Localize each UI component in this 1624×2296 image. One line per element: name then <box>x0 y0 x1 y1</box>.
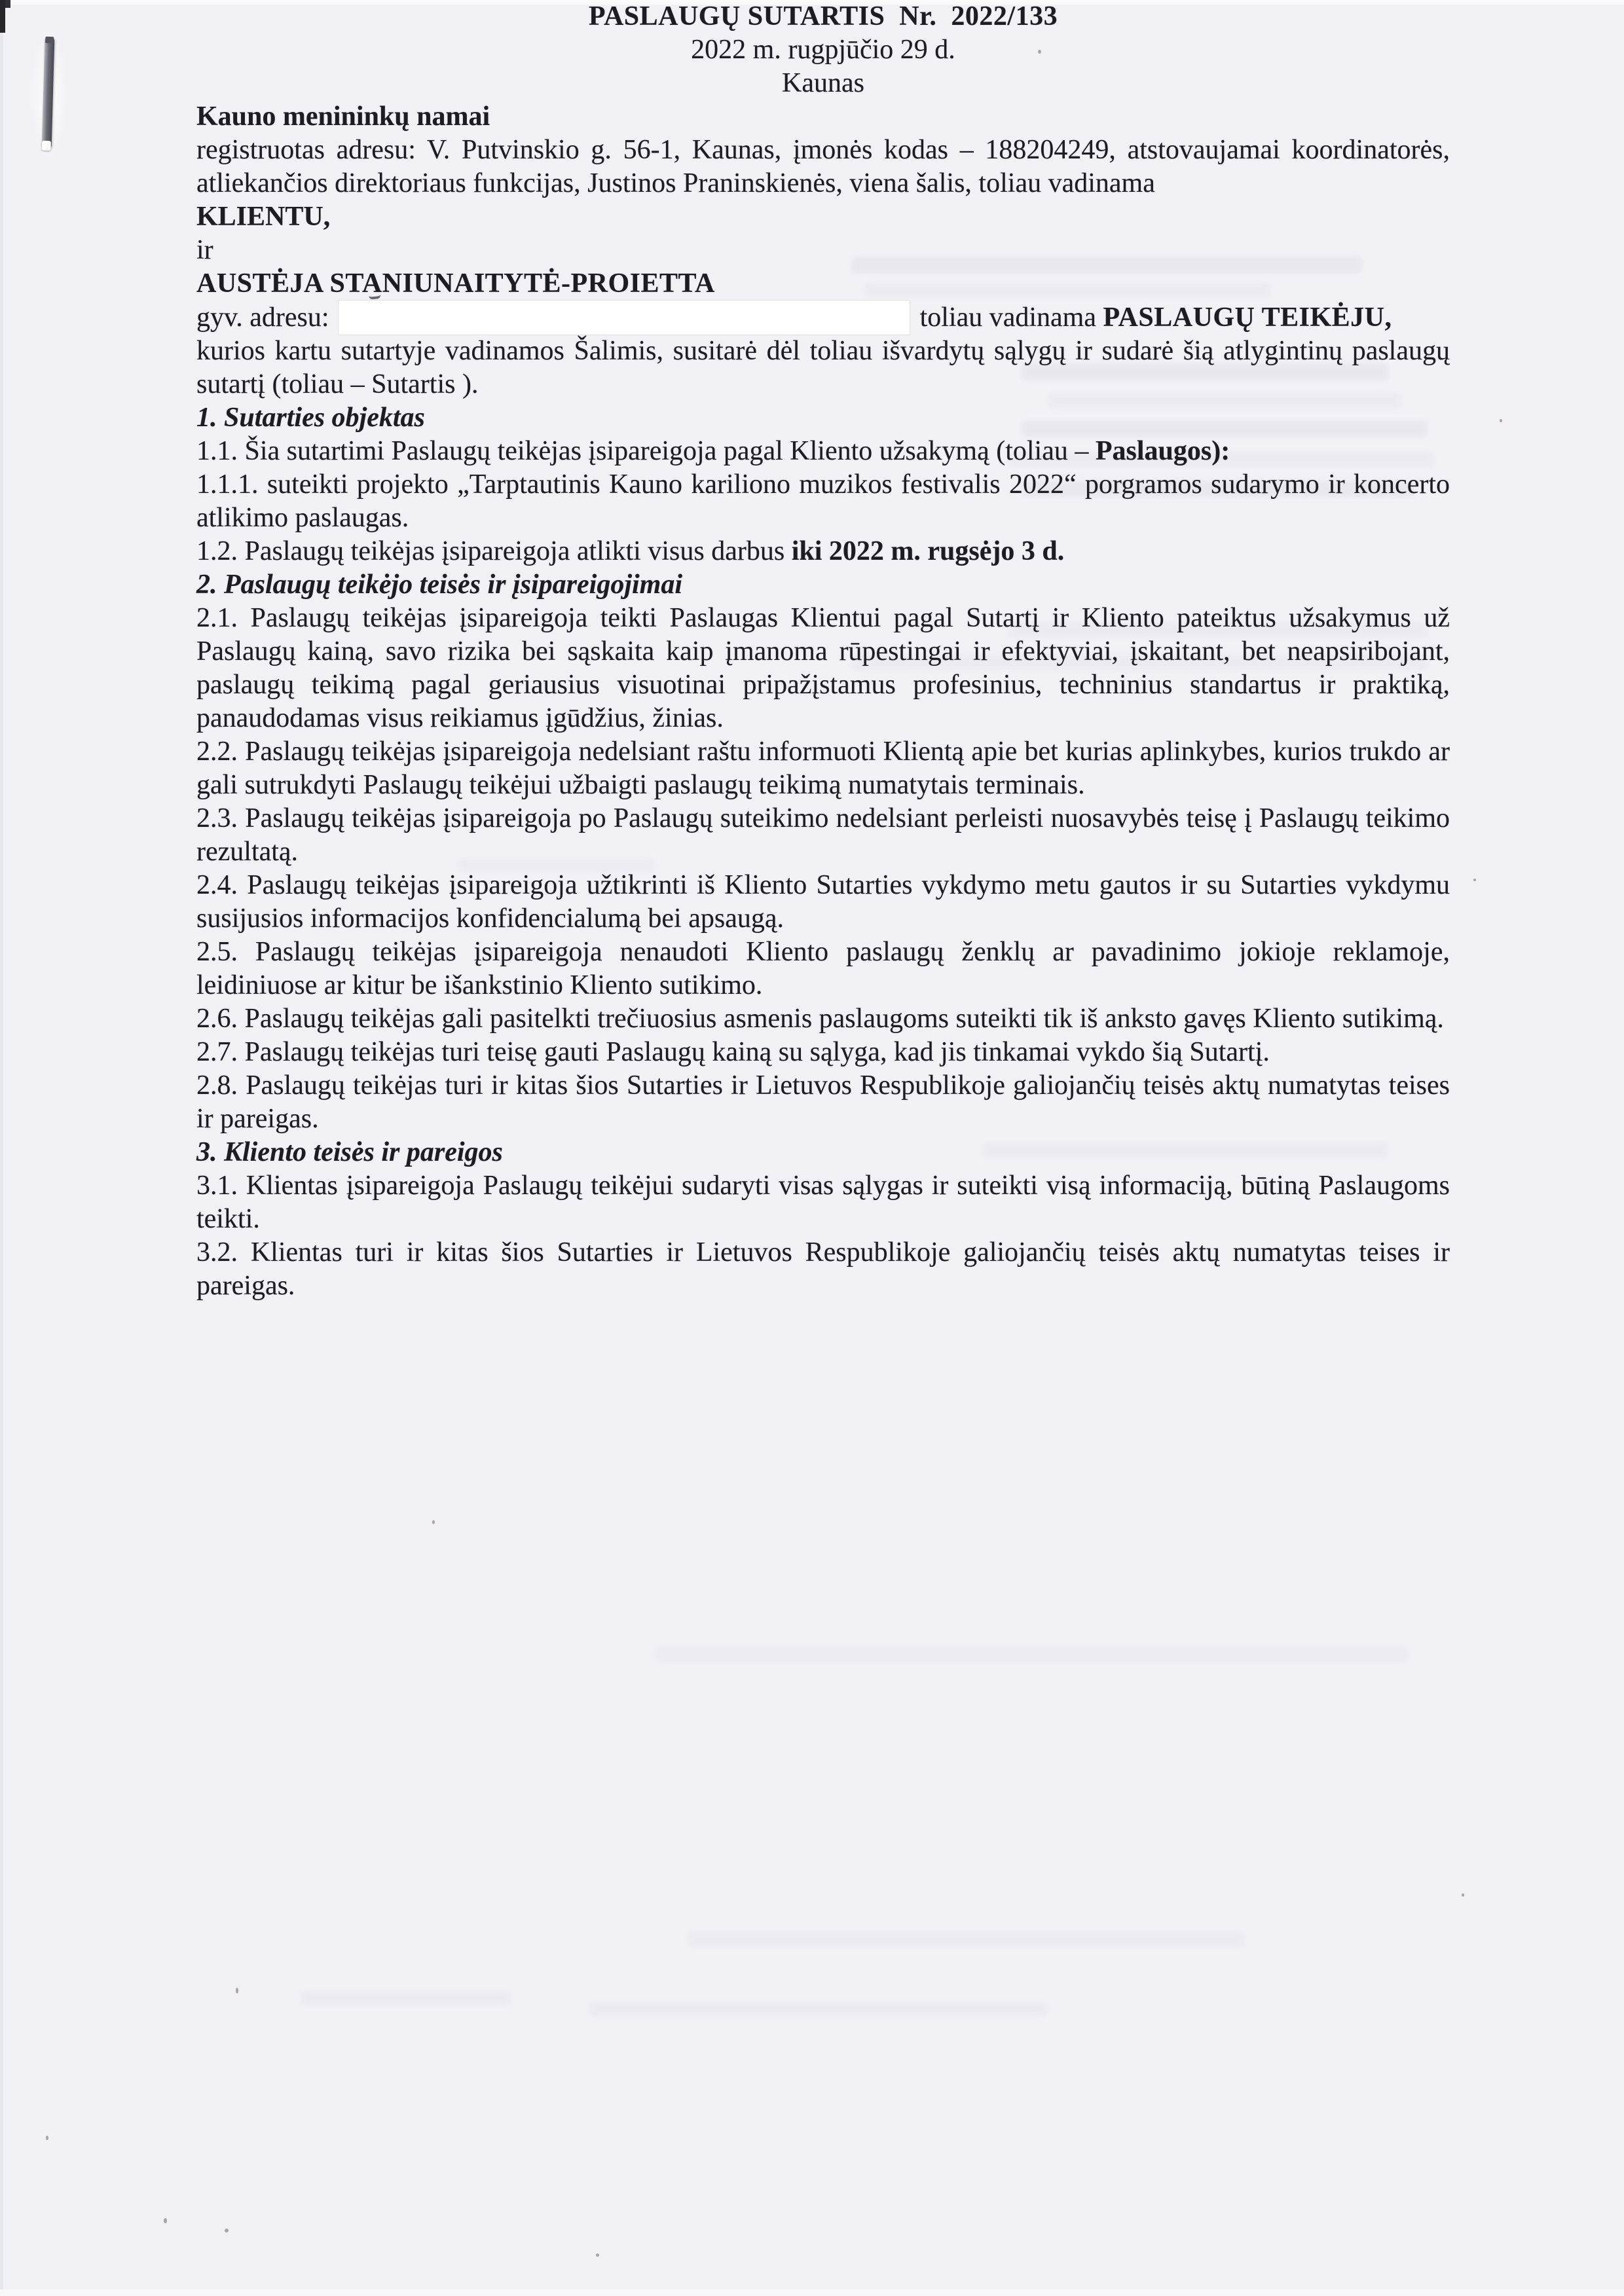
contract-title: PASLAUGŲ SUTARTIS Nr. 2022/133 <box>588 1 1058 31</box>
provider-address-line <box>196 301 1450 335</box>
contract-date: 2022 m. rugpjūčio 29 d. <box>691 35 955 65</box>
bleed-through <box>301 1992 511 2005</box>
clause-text: 1.1. Šia sutartimi Paslaugų teikėjas įsipareigoja pagal Kliento užsakymą (toliau – <box>196 436 1096 466</box>
dust-speck <box>1462 1893 1464 1897</box>
clause <box>196 535 1450 568</box>
dust-speck <box>1500 419 1502 422</box>
clause-text: 2.4. Paslaugų teikėjas įsipareigoja užtikrinti iš Kliento Sutarties vykdymo metu gautos ir su Sutarties vykdymu susijusios informacijos konfidencialumą bei apsaugą. <box>196 870 1450 934</box>
clause <box>196 1036 1450 1069</box>
scan-edge-bottom <box>0 2289 1624 2296</box>
clause <box>196 468 1450 535</box>
clause-text: 3.2. Klientas turi ir kitas šios Sutarties ir Lietuvos Respublikoje galiojančių teisės aktų numatytas teises ir pareigas. <box>196 1237 1450 1301</box>
stray-pen-mark <box>368 289 380 300</box>
dust-speck <box>236 1988 238 1994</box>
contract-place: Kaunas <box>782 68 864 98</box>
clause-text: 2.8. Paslaugų teikėjas turi ir kitas šios Sutarties ir Lietuvos Respublikoje galiojančių teisės aktų numatytas teises ir pareigas. <box>196 1070 1450 1134</box>
clause <box>196 1069 1450 1136</box>
clause <box>196 735 1450 802</box>
clause-text: 2.6. Paslaugų teikėjas gali pasitelkti trečiuosius asmenis paslaugoms suteikti tik iš anksto gavęs Kliento sutikimą. <box>196 1004 1444 1034</box>
provider-designation: PASLAUGŲ TEIKĖJU, <box>1103 302 1392 333</box>
dust-speck <box>164 2218 167 2223</box>
contract-sections <box>196 401 1450 1303</box>
client-details: registruotas adresu: V. Putvinskio g. 56-1, Kaunas, įmonės kodas – 188204249, atstovaujamai koordinatorės, atliekančios direktoriaus funkcijas, Justinos Praninskienės, viena šalis, toliau vadinama <box>196 135 1450 198</box>
bleed-through <box>589 2002 1048 2016</box>
clause <box>196 1236 1450 1303</box>
dust-speck <box>46 2136 48 2140</box>
section-heading: 2. Paslaugų teikėjo teisės ir įsipareigojimai <box>196 570 683 600</box>
clause-text: 2.1. Paslaugų teikėjas įsipareigoja teikti Paslaugas Klientui pagal Sutartį ir Kliento pateiktus užsakymus už Paslaugų kainą, savo rizika bei sąskaita kaip įmanoma rūpestingai ir efektyviai, įskaitant, bet neapsiribojant, paslaugų teikimą pagal geriausius visuotinai pripažįstamus profesinius, techninius standartus ir praktiką, panaudodamas visus reikiamus įgūdžius, žinias. <box>196 603 1450 733</box>
contract-body <box>196 0 1450 1303</box>
dust-speck <box>225 2229 229 2232</box>
clause-text: 3.1. Klientas įsipareigoja Paslaugų teikėjui sudaryti visas sąlygas ir suteikti visą informaciją, būtiną Paslaugoms teikti. <box>196 1171 1450 1234</box>
clause-text: 2.5. Paslaugų teikėjas įsipareigoja nenaudoti Kliento paslaugų ženklų ar pavadinimo jokioje reklamoje, leidiniuose ar kitur be išankstinio Kliento sutikimo. <box>196 937 1450 1000</box>
clause <box>196 602 1450 735</box>
clause <box>196 1169 1450 1236</box>
provider-continuation: kurios kartu sutartyje vadinamos Šalimis, susitarė dėl toliau išvardytų sąlygų ir sudarė šią atlygintinų paslaugų sutartį (toliau – Sutartis ). <box>196 336 1450 399</box>
bleed-through <box>688 1931 1244 1947</box>
clause-text-bold: Paslaugos): <box>1095 436 1230 466</box>
clause-text: 1.1.1. suteikti projekto „Tarptautinis Kauno kariliono muzikos festivalis 2022“ porgramos sudarymo ir koncerto atlikimo paslaugas. <box>196 469 1450 533</box>
conjunction-ir: ir <box>196 235 213 265</box>
clause-text: 1.2. Paslaugų teikėjas įsipareigoja atlikti visus darbus <box>196 536 792 566</box>
scan-edge-left <box>0 0 3 2296</box>
provider-designation-phrase: toliau vadinama PASLAUGŲ TEIKĖJU, <box>919 302 1392 333</box>
clause-text: 2.7. Paslaugų teikėjas turi teisę gauti Paslaugų kainą su sąlyga, kad jis tinkamai vykdo šią Sutartį. <box>196 1037 1270 1067</box>
dust-speck <box>596 2253 599 2257</box>
dust-speck <box>432 1520 435 1524</box>
section-heading: 3. Kliento teisės ir pareigos <box>196 1137 503 1167</box>
section-heading: 1. Sutarties objektas <box>196 403 425 433</box>
provider-name: AUSTĖJA STANIUNAITYTĖ-PROIETTA <box>196 268 715 299</box>
clause-text-bold: iki 2022 m. rugsėjo 3 d. <box>791 536 1065 566</box>
dust-speck <box>1473 879 1476 881</box>
scan-corner-edge <box>0 0 5 33</box>
clause-text: 2.2. Paslaugų teikėjas įsipareigoja nedelsiant raštu informuoti Klientą apie bet kurias aplinkybes, kurios trukdo ar gali sutrukdyti Paslaugų teikėjui užbaigti paslaugų teikimą numatytais terminais. <box>196 737 1450 800</box>
clause <box>196 936 1450 1002</box>
clause <box>196 1002 1450 1036</box>
redaction-box <box>339 301 910 335</box>
client-name: Kauno menininkų namai <box>196 101 490 132</box>
clause <box>196 869 1450 936</box>
bleed-through <box>655 1647 1408 1662</box>
clause <box>196 435 1450 468</box>
address-label: gyv. adresu: <box>196 302 329 333</box>
clause-text: 2.3. Paslaugų teikėjas įsipareigoja po Paslaugų suteikimo nedelsiant perleisti nuosavybės teisę į Paslaugų teikimo rezultatą. <box>196 803 1450 867</box>
client-designation: KLIENTU, <box>196 202 331 232</box>
clause <box>196 802 1450 869</box>
